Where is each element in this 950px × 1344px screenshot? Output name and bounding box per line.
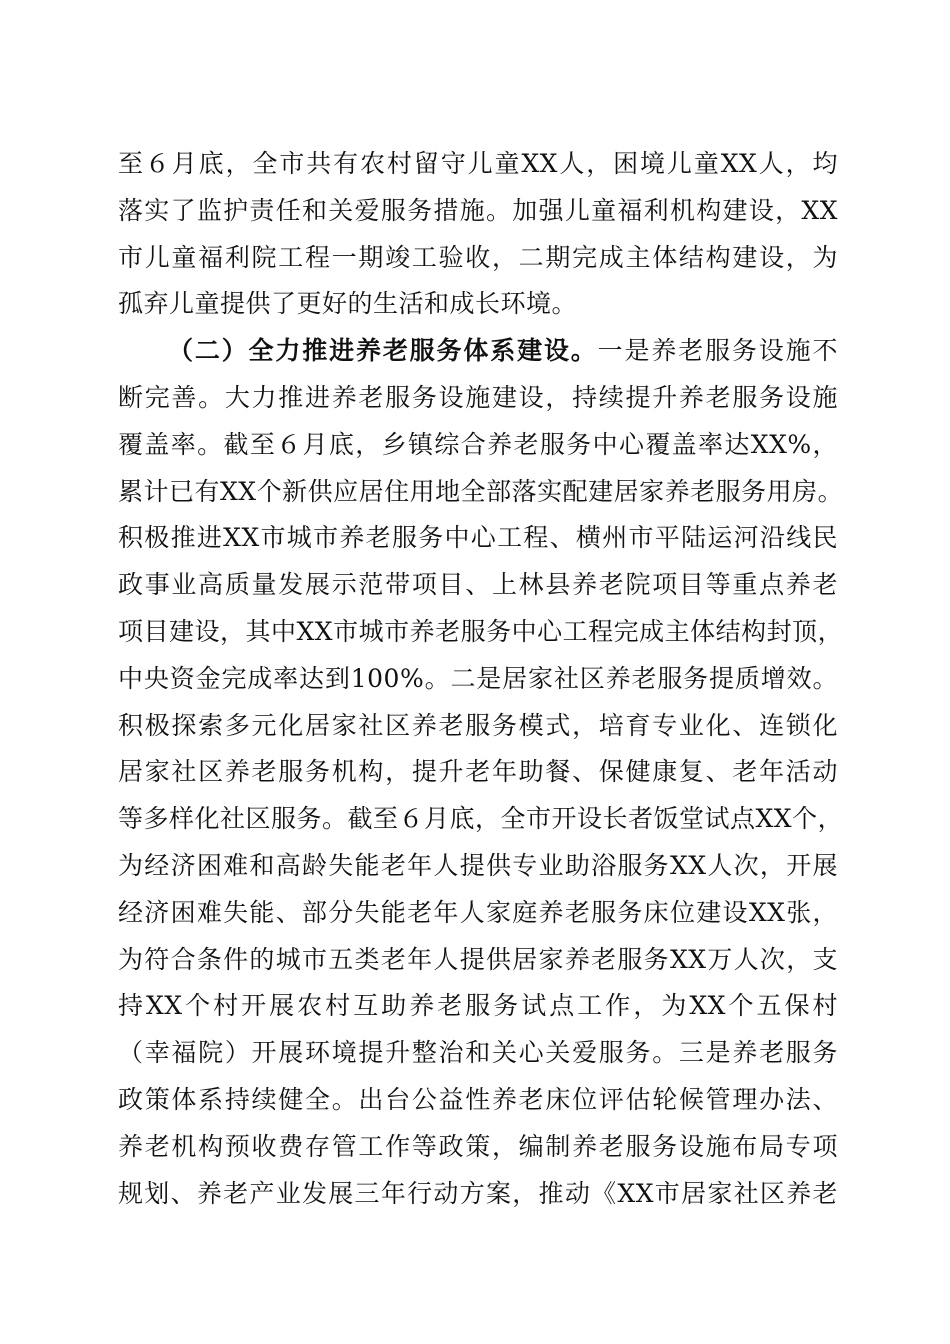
document-body <box>118 141 844 1217</box>
paragraph-2-line-2: 断完善。大力推进养老服务设施建设，持续提升养老服务设施 <box>118 382 838 412</box>
paragraph-2-line-17: 政策体系持续健全。出台公益性养老床位评估轮候管理办法、 <box>118 1084 838 1114</box>
paragraph-2-line-9: 积极探索多元化居家社区养老服务模式，培育专业化、连锁化 <box>118 710 838 740</box>
paragraph-2-line-19: 规划、养老产业发展三年行动方案，推动《XX市居家社区养老 <box>118 1178 838 1208</box>
paragraph-2-line-14: 为符合条件的城市五类老年人提供居家养老服务XX万人次，支 <box>118 944 838 974</box>
paragraph-2-line-8: 中央资金完成率达到100%。二是居家社区养老服务提质增效。 <box>118 663 838 693</box>
paragraph-2-line-3: 覆盖率。截至６月底，乡镇综合养老服务中心覆盖率达XX%， <box>118 429 838 459</box>
paragraph-1-line-4: 孤弃儿童提供了更好的生活和成长环境。 <box>118 289 578 319</box>
paragraph-2-line-1-rest: 一是养老服务设施不 <box>597 336 838 366</box>
paragraph-2-line-15: 持XX个村开展农村互助养老服务试点工作，为XX个五保村 <box>118 991 838 1021</box>
paragraph-2-line-10: 居家社区养老服务机构，提升老年助餐、保健康复、老年活动 <box>118 757 838 787</box>
paragraph-2-line-6: 政事业高质量发展示范带项目、上林县养老院项目等重点养老 <box>118 570 838 600</box>
paragraph-2-line-13: 经济困难失能、部分失能老年人家庭养老服务床位建设XX张， <box>118 897 838 927</box>
paragraph-2-line-5: 积极推进XX市城市养老服务中心工程、横州市平陆运河沿线民 <box>118 523 838 553</box>
paragraph-2-line-4: 累计已有XX个新供应居住用地全部落实配建居家养老服务用房。 <box>118 476 844 506</box>
paragraph-2-line-7: 项目建设，其中XX市城市养老服务中心工程完成主体结构封顶， <box>118 616 844 646</box>
paragraph-2-line-12: 为经济困难和高龄失能老年人提供专业助浴服务XX人次，开展 <box>118 850 838 880</box>
paragraph-2-line-18: 养老机构预收费存管工作等政策，编制养老服务设施布局专项 <box>118 1131 838 1161</box>
paragraph-1-line-1: 至６月底，全市共有农村留守儿童XX人，困境儿童XX人，均 <box>118 149 838 178</box>
paragraph-1-line-2: 落实了监护责任和关爱服务措施。加强儿童福利机构建设，XX <box>118 195 838 225</box>
paragraph-2-line-11: 等多样化社区服务。截至６月底，全市开设长者饭堂试点XX个， <box>118 804 844 834</box>
paragraph-2-line-1 <box>118 328 838 375</box>
paragraph-1-line-3: 市儿童福利院工程一期竣工验收，二期完成主体结构建设，为 <box>118 242 838 272</box>
section-heading: （二）全力推进养老服务体系建设。 <box>168 336 598 366</box>
paragraph-2-line-16: （幸福院）开展环境提升整治和关心关爱服务。三是养老服务 <box>118 1038 838 1068</box>
